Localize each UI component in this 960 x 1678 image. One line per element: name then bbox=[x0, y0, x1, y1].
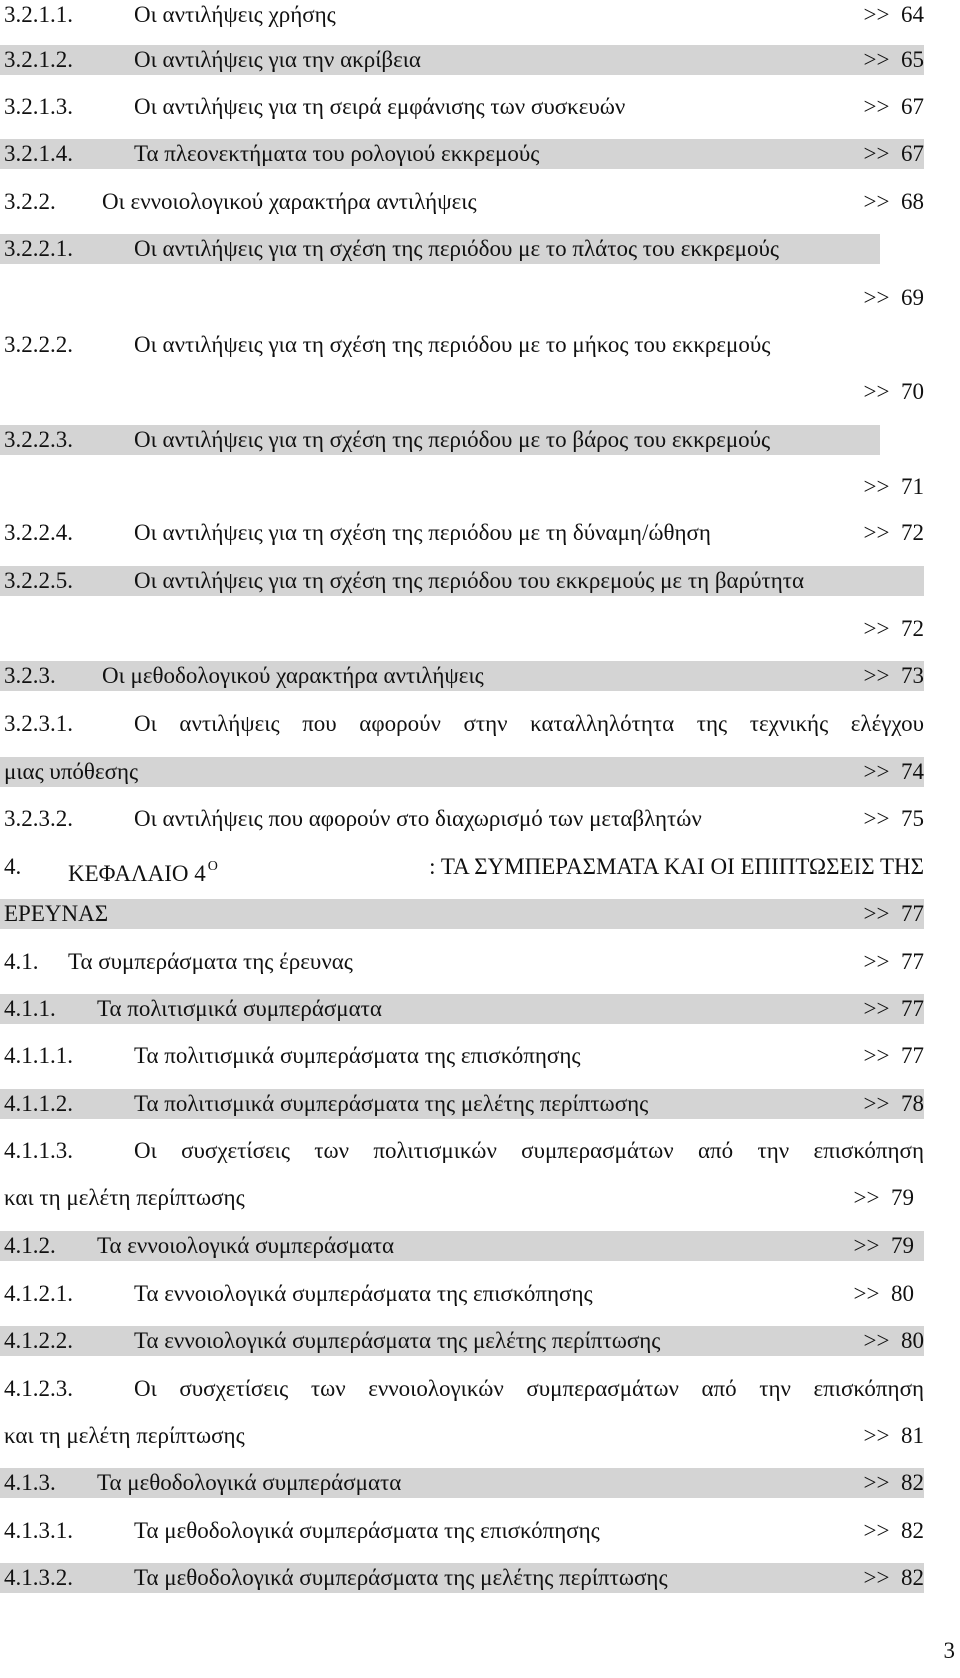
toc-entry bbox=[0, 661, 924, 691]
toc-entry-title: Οι αντιλήψεις χρήσης bbox=[134, 2, 336, 27]
chapter-superscript: Ο bbox=[207, 859, 218, 874]
toc-entry-page: >> 74 bbox=[863, 759, 924, 784]
toc-entry-title: Οι συσχετίσεις των πολιτισμικών συμπερασμάτων από την επισκόπηση bbox=[134, 1138, 924, 1163]
toc-entry-page: >> 80 bbox=[863, 1328, 924, 1353]
toc-entry-page: >> 75 bbox=[863, 806, 924, 831]
toc-entry-page: >> 82 bbox=[863, 1470, 924, 1495]
toc-entry-page: >> 73 bbox=[863, 663, 924, 688]
toc-entry-number: 4. bbox=[4, 854, 22, 879]
toc-entry-title: Τα πολιτισμικά συμπεράσματα bbox=[97, 996, 382, 1021]
toc-entry-title: Οι αντιλήψεις για τη σειρά εμφάνισης των συσκευών bbox=[134, 94, 626, 119]
toc-entry-page: >> 79 bbox=[853, 1233, 914, 1258]
toc-entry-title-continued: μιας υπόθεσης bbox=[4, 759, 139, 784]
toc-entry-title: Τα συμπεράσματα της έρευνας bbox=[68, 949, 353, 974]
toc-entry-continuation bbox=[0, 1183, 924, 1213]
toc-entry-continuation bbox=[0, 757, 924, 787]
toc-entry-title: Οι αντιλήψεις για τη σχέση της περιόδου με το μήκος του εκκρεμούς bbox=[134, 332, 771, 357]
toc-entry bbox=[0, 518, 924, 548]
toc-entry bbox=[0, 425, 880, 455]
toc-entry-page: >> 70 bbox=[863, 379, 924, 404]
toc-entry-number: 4.1.3.1. bbox=[4, 1518, 73, 1543]
toc-entry-number: 4.1.1.2. bbox=[4, 1091, 73, 1116]
toc-entry-number: 4.1.1. bbox=[4, 996, 56, 1021]
toc-entry-number: 4.1. bbox=[4, 949, 39, 974]
toc-entry-continuation bbox=[0, 377, 924, 407]
toc-entry-title: Τα εννοιολογικά συμπεράσματα της μελέτης περίπτωσης bbox=[134, 1328, 661, 1353]
toc-entry bbox=[0, 187, 924, 217]
toc-chapter-entry bbox=[0, 852, 924, 886]
toc-entry-page: >> 77 bbox=[863, 996, 924, 1021]
toc-entry-title: Τα πολιτισμικά συμπεράσματα της μελέτης περίπτωσης bbox=[134, 1091, 649, 1116]
toc-entry bbox=[0, 1326, 924, 1356]
toc-entry bbox=[0, 0, 924, 30]
toc-entry-page: >> 72 bbox=[863, 520, 924, 545]
toc-entry bbox=[0, 994, 924, 1024]
toc-entry-number: 3.2.2. bbox=[4, 189, 56, 214]
toc-entry-continuation bbox=[0, 614, 924, 644]
chapter-title: : ΤΑ ΣΥΜΠΕΡΑΣΜΑΤΑ ΚΑΙ ΟΙ ΕΠΙΠΤΩΣΕΙΣ ΤΗΣ bbox=[429, 854, 924, 879]
toc-entry-title: Οι αντιλήψεις για τη σχέση της περιόδου με τη δύναμη/ώθηση bbox=[134, 520, 711, 545]
toc-entry-title: Τα πλεονεκτήματα του ρολογιού εκκρεμούς bbox=[134, 141, 540, 166]
toc-entry-title: Οι αντιλήψεις για την ακρίβεια bbox=[134, 47, 421, 72]
toc-entry-title: Οι συσχετίσεις των εννοιολογικών συμπερασμάτων από την επισκόπηση bbox=[134, 1376, 924, 1401]
toc-entry-page: >> 82 bbox=[863, 1565, 924, 1590]
toc-entry-continuation bbox=[0, 472, 924, 502]
toc-entry bbox=[0, 1136, 924, 1166]
toc-entry-number: 3.2.1.2. bbox=[4, 47, 73, 72]
toc-entry-title: Οι μεθοδολογικού χαρακτήρα αντιλήψεις bbox=[102, 663, 484, 688]
toc-entry-page: >> 64 bbox=[863, 2, 924, 27]
toc-entry-title-continued: και τη μελέτη περίπτωσης bbox=[4, 1423, 245, 1448]
toc-entry-title: Οι αντιλήψεις για τη σχέση της περιόδου του εκκρεμούς με τη βαρύτητα bbox=[134, 568, 805, 593]
toc-entry-page: >> 77 bbox=[863, 949, 924, 974]
page-number: 3 bbox=[943, 1638, 955, 1663]
toc-entry-page: >> 77 bbox=[863, 901, 924, 926]
toc-entry-number: 3.2.1.3. bbox=[4, 94, 73, 119]
toc-entry-page: >> 68 bbox=[863, 189, 924, 214]
toc-entry bbox=[0, 330, 924, 360]
toc-entry-title: Οι αντιλήψεις που αφορούν στο διαχωρισμό των μεταβλητών bbox=[134, 806, 702, 831]
toc-entry bbox=[0, 1516, 924, 1546]
toc-entry-number: 3.2.3.1. bbox=[4, 711, 73, 736]
toc-entry-title-continued: και τη μελέτη περίπτωσης bbox=[4, 1185, 245, 1210]
toc-entry-title: Τα πολιτισμικά συμπεράσματα της επισκόπησης bbox=[134, 1043, 581, 1068]
toc-entry bbox=[0, 566, 924, 596]
toc-entry-title: Τα εννοιολογικά συμπεράσματα bbox=[97, 1233, 395, 1258]
toc-entry-number: 3.2.1.4. bbox=[4, 141, 73, 166]
toc-entry bbox=[0, 947, 924, 977]
toc-entry-number: 3.2.3. bbox=[4, 663, 56, 688]
toc-entry-continuation bbox=[0, 1421, 924, 1451]
toc-entry-title: Οι αντιλήψεις για τη σχέση της περιόδου με το βάρος του εκκρεμούς bbox=[134, 427, 771, 452]
toc-entry-number: 4.1.3. bbox=[4, 1470, 56, 1495]
toc-entry-title: Οι αντιλήψεις που αφορούν στην καταλληλότητα της τεχνικής ελέγχου bbox=[134, 711, 924, 736]
toc-entry-number: 4.1.3.2. bbox=[4, 1565, 73, 1590]
toc-entry-page: >> 72 bbox=[863, 616, 924, 641]
toc-entry-title: Τα μεθοδολογικά συμπεράσματα της επισκόπησης bbox=[134, 1518, 600, 1543]
toc-entry bbox=[0, 804, 924, 834]
toc-entry bbox=[0, 1231, 924, 1261]
toc-entry-number: 4.1.2.3. bbox=[4, 1376, 73, 1401]
toc-entry-title: Οι αντιλήψεις για τη σχέση της περιόδου με το πλάτος του εκκρεμούς bbox=[134, 236, 779, 261]
toc-entry-number: 3.2.3.2. bbox=[4, 806, 73, 831]
toc-entry-number: 3.2.2.5. bbox=[4, 568, 73, 593]
toc-entry-number: 3.2.2.4. bbox=[4, 520, 73, 545]
toc-entry-number: 4.1.2.1. bbox=[4, 1281, 73, 1306]
toc-entry-number: 3.2.2.1. bbox=[4, 236, 73, 261]
toc-entry-page: >> 79 bbox=[853, 1185, 914, 1210]
toc-entry-page: >> 71 bbox=[863, 474, 924, 499]
toc-entry bbox=[0, 1468, 924, 1498]
toc-entry-continuation bbox=[0, 283, 924, 313]
toc-entry-number: 3.2.2.2. bbox=[4, 332, 73, 357]
toc-entry bbox=[0, 1374, 924, 1404]
toc-entry-number: 3.2.2.3. bbox=[4, 427, 73, 452]
toc-entry-page: >> 80 bbox=[853, 1281, 914, 1306]
toc-entry bbox=[0, 139, 924, 169]
toc-entry bbox=[0, 234, 880, 264]
toc-entry-number: 4.1.1.1. bbox=[4, 1043, 73, 1068]
toc-entry bbox=[0, 45, 924, 75]
toc-entry-page: >> 67 bbox=[863, 141, 924, 166]
toc-entry bbox=[0, 1089, 924, 1119]
toc-entry-page: >> 78 bbox=[863, 1091, 924, 1116]
toc-entry-number: 4.1.2. bbox=[4, 1233, 56, 1258]
toc-entry-page: >> 81 bbox=[863, 1423, 924, 1448]
toc-entry-number: 3.2.1.1. bbox=[4, 2, 73, 27]
toc-entry bbox=[0, 709, 924, 739]
chapter-label: ΚΕΦΑΛΑΙΟ 4 bbox=[68, 861, 206, 886]
toc-entry bbox=[0, 92, 924, 122]
toc-entry bbox=[0, 1279, 924, 1309]
toc-entry-title: Τα μεθοδολογικά συμπεράσματα της μελέτης περίπτωσης bbox=[134, 1565, 668, 1590]
toc-entry-title: Τα μεθοδολογικά συμπεράσματα bbox=[97, 1470, 402, 1495]
toc-entry-page: >> 69 bbox=[863, 285, 924, 310]
toc-entry-title-continued: ΕΡΕΥΝΑΣ bbox=[4, 901, 109, 926]
toc-entry-page: >> 77 bbox=[863, 1043, 924, 1068]
toc-entry-title bbox=[68, 852, 924, 889]
toc-entry-page: >> 67 bbox=[863, 94, 924, 119]
toc-entry bbox=[0, 1041, 924, 1071]
toc-entry bbox=[0, 1563, 924, 1593]
toc-entry-title: Οι εννοιολογικού χαρακτήρα αντιλήψεις bbox=[102, 189, 477, 214]
toc-entry-continuation bbox=[0, 899, 924, 929]
toc-entry-title: Τα εννοιολογικά συμπεράσματα της επισκόπησης bbox=[134, 1281, 593, 1306]
toc-entry-number: 4.1.2.2. bbox=[4, 1328, 73, 1353]
toc-entry-page: >> 82 bbox=[863, 1518, 924, 1543]
toc-entry-page: >> 65 bbox=[863, 47, 924, 72]
toc-entry-number: 4.1.1.3. bbox=[4, 1138, 73, 1163]
